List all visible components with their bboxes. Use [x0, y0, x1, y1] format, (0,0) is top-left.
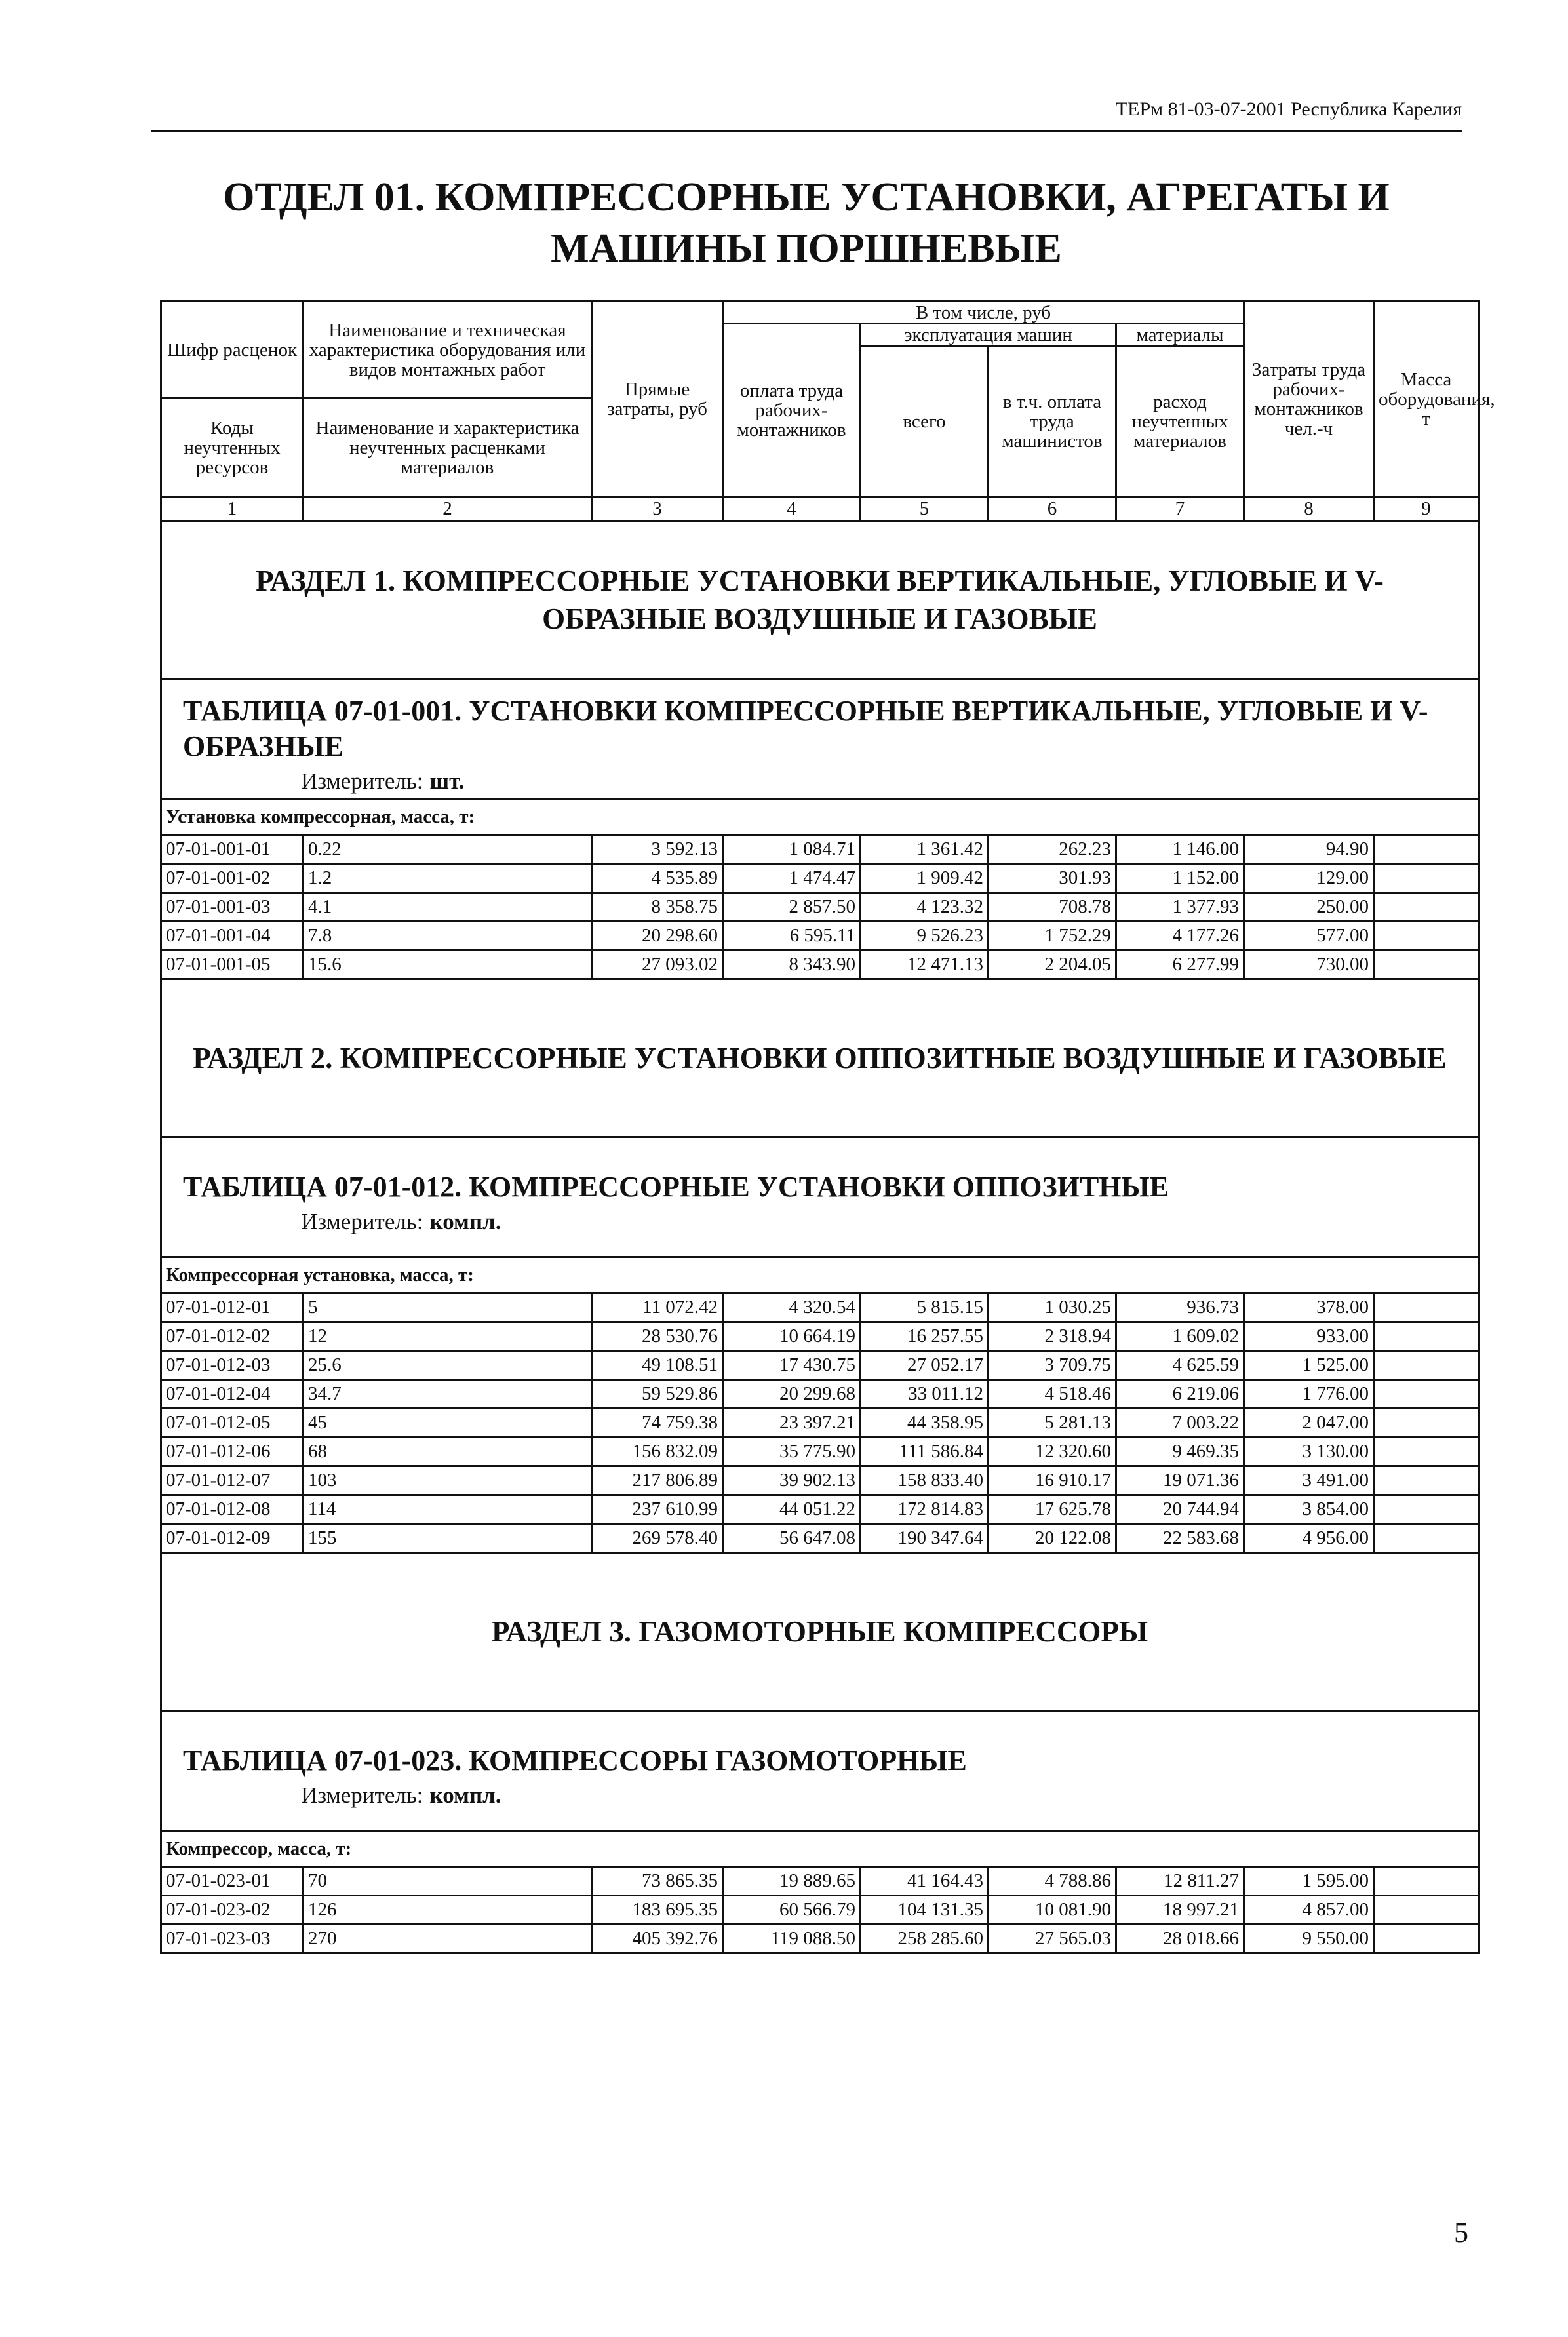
rate-value-col-8: 378.00	[1244, 1293, 1374, 1322]
rate-value-col-6: 301.93	[989, 864, 1116, 893]
meter-label: Измеритель:	[301, 1782, 423, 1808]
rate-value-col-9	[1374, 1466, 1479, 1495]
header-labor-pay: оплата труда рабочих-монтажников	[723, 324, 861, 497]
column-number-8: 8	[1244, 497, 1374, 521]
rate-code: 07-01-023-03	[161, 1925, 304, 1954]
rate-value-col-8: 1 595.00	[1244, 1867, 1374, 1896]
meter-label: Измеритель:	[301, 768, 423, 794]
rate-value-col-3: 49 108.51	[592, 1351, 723, 1380]
rate-value-col-6: 27 565.03	[989, 1925, 1116, 1954]
rate-value-col-6: 4 788.86	[989, 1867, 1116, 1896]
rate-mass: 12	[304, 1322, 592, 1351]
rate-value-col-9	[1374, 1380, 1479, 1409]
rate-value-col-4: 1 084.71	[723, 835, 861, 864]
rate-mass: 270	[304, 1925, 592, 1954]
rate-value-col-5: 258 285.60	[861, 1925, 989, 1954]
table-row	[161, 1495, 1479, 1524]
rate-value-col-3: 20 298.60	[592, 922, 723, 951]
rate-value-col-5: 44 358.95	[861, 1409, 989, 1438]
rate-value-col-8: 9 550.00	[1244, 1925, 1374, 1954]
rate-value-col-8: 4 857.00	[1244, 1896, 1374, 1925]
rate-mass: 15.6	[304, 951, 592, 979]
header-including: В том числе, руб	[723, 302, 1244, 324]
rate-code: 07-01-012-05	[161, 1409, 304, 1438]
rate-value-col-8: 4 956.00	[1244, 1524, 1374, 1553]
rate-value-col-3: 217 806.89	[592, 1466, 723, 1495]
rate-value-col-5: 9 526.23	[861, 922, 989, 951]
rate-value-col-3: 237 610.99	[592, 1495, 723, 1524]
rate-value-col-6: 1 030.25	[989, 1293, 1116, 1322]
rate-value-col-8: 3 491.00	[1244, 1466, 1374, 1495]
rate-mass: 114	[304, 1495, 592, 1524]
rate-value-col-8: 933.00	[1244, 1322, 1374, 1351]
rate-value-col-3: 183 695.35	[592, 1896, 723, 1925]
rate-value-col-5: 4 123.32	[861, 893, 989, 922]
rate-value-col-4: 39 902.13	[723, 1466, 861, 1495]
rate-code: 07-01-012-02	[161, 1322, 304, 1351]
table-meter	[166, 768, 1474, 795]
rate-value-col-6: 12 320.60	[989, 1438, 1116, 1466]
column-number-6: 6	[989, 497, 1116, 521]
column-number-1: 1	[161, 497, 304, 521]
header-labor-hours: Затраты труда рабочих-монтажников чел.-ч	[1244, 302, 1374, 497]
table-row	[161, 1438, 1479, 1466]
rate-value-col-7: 7 003.22	[1116, 1409, 1244, 1438]
rate-code: 07-01-001-01	[161, 835, 304, 864]
rate-value-col-6: 17 625.78	[989, 1495, 1116, 1524]
rate-mass: 155	[304, 1524, 592, 1553]
rate-code: 07-01-001-05	[161, 951, 304, 979]
rate-code: 07-01-012-01	[161, 1293, 304, 1322]
rate-value-col-4: 4 320.54	[723, 1293, 861, 1322]
header-machinist-pay: в т.ч. оплата труда машинистов	[989, 346, 1116, 497]
rate-value-col-5: 190 347.64	[861, 1524, 989, 1553]
rate-value-col-5: 27 052.17	[861, 1351, 989, 1380]
rate-value-col-9	[1374, 922, 1479, 951]
meter-unit: шт.	[429, 768, 465, 794]
rate-code: 07-01-012-03	[161, 1351, 304, 1380]
header-direct-costs: Прямые затраты, руб	[592, 302, 723, 497]
rate-value-col-9	[1374, 864, 1479, 893]
rate-value-col-7: 20 744.94	[1116, 1495, 1244, 1524]
rate-value-col-7: 1 152.00	[1116, 864, 1244, 893]
rate-value-col-5: 104 131.35	[861, 1896, 989, 1925]
rate-value-col-4: 35 775.90	[723, 1438, 861, 1466]
rate-value-col-6: 1 752.29	[989, 922, 1116, 951]
rate-code: 07-01-012-09	[161, 1524, 304, 1553]
rate-value-col-9	[1374, 1896, 1479, 1925]
rate-value-col-8: 250.00	[1244, 893, 1374, 922]
column-number-2: 2	[304, 497, 592, 521]
rate-mass: 68	[304, 1438, 592, 1466]
header-name-bottom: Наименование и характеристика неучтенных расценками материалов	[304, 399, 592, 497]
rate-value-col-6: 262.23	[989, 835, 1116, 864]
rate-code: 07-01-012-04	[161, 1380, 304, 1409]
header-rule	[151, 130, 1462, 132]
table-2-title-cell	[161, 1137, 1479, 1257]
rate-mass: 70	[304, 1867, 592, 1896]
rate-value-col-7: 12 811.27	[1116, 1867, 1244, 1896]
table-row	[161, 1466, 1479, 1495]
rate-value-col-7: 9 469.35	[1116, 1438, 1244, 1466]
header-name-top: Наименование и техническая характеристика оборудования или видов монтажных работ	[304, 302, 592, 399]
rate-value-col-6: 3 709.75	[989, 1351, 1116, 1380]
rate-value-col-4: 8 343.90	[723, 951, 861, 979]
rate-code: 07-01-023-01	[161, 1867, 304, 1896]
rate-value-col-8: 1 525.00	[1244, 1351, 1374, 1380]
rate-value-col-4: 19 889.65	[723, 1867, 861, 1896]
rate-value-col-3: 8 358.75	[592, 893, 723, 922]
rate-value-col-6: 20 122.08	[989, 1524, 1116, 1553]
rate-mass: 25.6	[304, 1351, 592, 1380]
section-3-title-cell	[161, 1553, 1479, 1711]
column-number-4: 4	[723, 497, 861, 521]
page-number: 5	[1454, 2216, 1468, 2249]
header-machines-total: всего	[861, 346, 989, 497]
rate-value-col-4: 56 647.08	[723, 1524, 861, 1553]
rate-value-col-8: 730.00	[1244, 951, 1374, 979]
rate-value-col-5: 41 164.43	[861, 1867, 989, 1896]
rate-value-col-4: 10 664.19	[723, 1322, 861, 1351]
column-number-3: 3	[592, 497, 723, 521]
rate-value-col-5: 172 814.83	[861, 1495, 989, 1524]
rate-value-col-4: 1 474.47	[723, 864, 861, 893]
rate-value-col-8: 129.00	[1244, 864, 1374, 893]
rate-value-col-3: 269 578.40	[592, 1524, 723, 1553]
rate-value-col-9	[1374, 1495, 1479, 1524]
header-code-top: Шифр расценок	[161, 302, 304, 399]
section-2-title-cell	[161, 979, 1479, 1137]
rate-value-col-8: 1 776.00	[1244, 1380, 1374, 1409]
table-row	[161, 864, 1479, 893]
rate-value-col-5: 158 833.40	[861, 1466, 989, 1495]
rate-value-col-5: 12 471.13	[861, 951, 989, 979]
rate-value-col-7: 28 018.66	[1116, 1925, 1244, 1954]
rate-code: 07-01-023-02	[161, 1896, 304, 1925]
rate-value-col-5: 33 011.12	[861, 1380, 989, 1409]
rate-value-col-4: 44 051.22	[723, 1495, 861, 1524]
section-title: РАЗДЕЛ 3. ГАЗОМОТОРНЫЕ КОМПРЕССОРЫ	[491, 1615, 1148, 1648]
rate-value-col-4: 17 430.75	[723, 1351, 861, 1380]
rate-value-col-3: 27 093.02	[592, 951, 723, 979]
department-title	[151, 172, 1462, 274]
table-3-title-cell	[161, 1711, 1479, 1831]
table-row	[161, 1322, 1479, 1351]
rate-value-col-4: 6 595.11	[723, 922, 861, 951]
rate-value-col-4: 60 566.79	[723, 1896, 861, 1925]
group-label: Компрессор, масса, т:	[161, 1831, 1479, 1867]
rate-value-col-5: 111 586.84	[861, 1438, 989, 1466]
rate-code: 07-01-001-03	[161, 893, 304, 922]
rate-value-col-7: 18 997.21	[1116, 1896, 1244, 1925]
table-row	[161, 1351, 1479, 1380]
section-1-title-cell	[161, 521, 1479, 679]
table-row	[161, 1409, 1479, 1438]
rate-mass: 126	[304, 1896, 592, 1925]
rate-value-col-3: 59 529.86	[592, 1380, 723, 1409]
table-row	[161, 1867, 1479, 1896]
department-title-line-2: МАШИНЫ ПОРШНЕВЫЕ	[551, 226, 1062, 271]
rate-value-col-7: 1 377.93	[1116, 893, 1244, 922]
rate-value-col-3: 156 832.09	[592, 1438, 723, 1466]
group-label: Установка компрессорная, масса, т:	[161, 799, 1479, 835]
header-materials: материалы	[1116, 324, 1244, 346]
rate-value-col-6: 16 910.17	[989, 1466, 1116, 1495]
rate-value-col-8: 577.00	[1244, 922, 1374, 951]
header-machine-operation: эксплуатация машин	[861, 324, 1116, 346]
column-number-5: 5	[861, 497, 989, 521]
rate-value-col-9	[1374, 951, 1479, 979]
table-row	[161, 1380, 1479, 1409]
rate-value-col-3: 28 530.76	[592, 1322, 723, 1351]
rate-value-col-6: 2 204.05	[989, 951, 1116, 979]
table-row	[161, 835, 1479, 864]
rate-value-col-7: 1 609.02	[1116, 1322, 1244, 1351]
rate-value-col-7: 6 277.99	[1116, 951, 1244, 979]
rate-code: 07-01-012-06	[161, 1438, 304, 1466]
rate-value-col-8: 3 854.00	[1244, 1495, 1374, 1524]
rate-value-col-7: 19 071.36	[1116, 1466, 1244, 1495]
rate-value-col-9	[1374, 1293, 1479, 1322]
rate-value-col-5: 1 909.42	[861, 864, 989, 893]
rates-table	[160, 300, 1495, 1954]
rate-value-col-9	[1374, 1925, 1479, 1954]
rate-value-col-6: 708.78	[989, 893, 1116, 922]
table-title: ТАБЛИЦА 07-01-023. КОМПРЕССОРЫ ГАЗОМОТОРНЫЕ	[183, 1744, 967, 1777]
rate-value-col-5: 5 815.15	[861, 1293, 989, 1322]
rate-mass: 1.2	[304, 864, 592, 893]
rate-value-col-9	[1374, 1524, 1479, 1553]
rate-code: 07-01-012-08	[161, 1495, 304, 1524]
rate-value-col-7: 936.73	[1116, 1293, 1244, 1322]
rate-code: 07-01-012-07	[161, 1466, 304, 1495]
rate-value-col-7: 22 583.68	[1116, 1524, 1244, 1553]
rate-value-col-9	[1374, 1322, 1479, 1351]
rate-value-col-9	[1374, 1867, 1479, 1896]
header-materials-expense: расход неучтенных материалов	[1116, 346, 1244, 497]
rate-value-col-8: 2 047.00	[1244, 1409, 1374, 1438]
column-number-9: 9	[1374, 497, 1479, 521]
rate-code: 07-01-001-04	[161, 922, 304, 951]
rate-value-col-4: 23 397.21	[723, 1409, 861, 1438]
running-header: ТЕРм 81-03-07-2001 Республика Карелия	[1115, 98, 1462, 120]
table-row	[161, 951, 1479, 979]
rate-value-col-9	[1374, 893, 1479, 922]
table-row	[161, 922, 1479, 951]
rate-value-col-9	[1374, 1351, 1479, 1380]
rate-mass: 0.22	[304, 835, 592, 864]
meter-unit: компл.	[429, 1782, 501, 1808]
table-row	[161, 1293, 1479, 1322]
rate-value-col-5: 1 361.42	[861, 835, 989, 864]
header-equipment-mass: Масса оборудования, т	[1374, 302, 1479, 497]
rate-value-col-8: 94.90	[1244, 835, 1374, 864]
rate-value-col-6: 4 518.46	[989, 1380, 1116, 1409]
rate-value-col-3: 11 072.42	[592, 1293, 723, 1322]
rate-value-col-3: 73 865.35	[592, 1867, 723, 1896]
rate-value-col-9	[1374, 1409, 1479, 1438]
rate-value-col-6: 2 318.94	[989, 1322, 1116, 1351]
rate-value-col-3: 4 535.89	[592, 864, 723, 893]
table-row	[161, 893, 1479, 922]
rate-value-col-4: 2 857.50	[723, 893, 861, 922]
table-meter	[166, 1782, 1474, 1809]
rate-value-col-7: 6 219.06	[1116, 1380, 1244, 1409]
rate-value-col-5: 16 257.55	[861, 1322, 989, 1351]
table-title: ТАБЛИЦА 07-01-012. КОМПРЕССОРНЫЕ УСТАНОВКИ ОППОЗИТНЫЕ	[183, 1171, 1169, 1203]
rate-mass: 4.1	[304, 893, 592, 922]
rate-value-col-7: 4 177.26	[1116, 922, 1244, 951]
rate-value-col-6: 10 081.90	[989, 1896, 1116, 1925]
rate-mass: 103	[304, 1466, 592, 1495]
rate-value-col-4: 119 088.50	[723, 1925, 861, 1954]
rate-value-col-8: 3 130.00	[1244, 1438, 1374, 1466]
rate-mass: 45	[304, 1409, 592, 1438]
header-code-bottom: Коды неучтенных ресурсов	[161, 399, 304, 497]
rate-value-col-6: 5 281.13	[989, 1409, 1116, 1438]
table-meter	[166, 1209, 1474, 1235]
rate-value-col-9	[1374, 835, 1479, 864]
table-1-title-cell	[161, 679, 1479, 799]
rate-value-col-3: 74 759.38	[592, 1409, 723, 1438]
table-row	[161, 1925, 1479, 1954]
rate-value-col-3: 405 392.76	[592, 1925, 723, 1954]
rate-value-col-3: 3 592.13	[592, 835, 723, 864]
table-row	[161, 1896, 1479, 1925]
column-number-7: 7	[1116, 497, 1244, 521]
group-label: Компрессорная установка, масса, т:	[161, 1257, 1479, 1293]
rate-mass: 7.8	[304, 922, 592, 951]
rate-mass: 34.7	[304, 1380, 592, 1409]
meter-label: Измеритель:	[301, 1209, 423, 1234]
rate-value-col-9	[1374, 1438, 1479, 1466]
section-title: РАЗДЕЛ 2. КОМПРЕССОРНЫЕ УСТАНОВКИ ОППОЗИТНЫЕ ВОЗДУШНЫЕ И ГАЗОВЫЕ	[193, 1042, 1447, 1074]
rate-value-col-4: 20 299.68	[723, 1380, 861, 1409]
rate-value-col-7: 1 146.00	[1116, 835, 1244, 864]
rate-code: 07-01-001-02	[161, 864, 304, 893]
column-numbers-row	[161, 497, 1479, 521]
table-row	[161, 1524, 1479, 1553]
rate-value-col-7: 4 625.59	[1116, 1351, 1244, 1380]
section-title: РАЗДЕЛ 1. КОМПРЕССОРНЫЕ УСТАНОВКИ ВЕРТИКАЛЬНЫЕ, УГЛОВЫЕ И V-ОБРАЗНЫЕ ВОЗДУШНЫЕ И ГАЗОВЫЕ	[256, 564, 1384, 635]
meter-unit: компл.	[429, 1209, 501, 1234]
table-title: ТАБЛИЦА 07-01-001. УСТАНОВКИ КОМПРЕССОРНЫЕ ВЕРТИКАЛЬНЫЕ, УГЛОВЫЕ И V-ОБРАЗНЫЕ	[183, 695, 1428, 762]
department-title-line-1: ОТДЕЛ 01. КОМПРЕССОРНЫЕ УСТАНОВКИ, АГРЕГАТЫ И	[223, 175, 1390, 220]
rate-mass: 5	[304, 1293, 592, 1322]
